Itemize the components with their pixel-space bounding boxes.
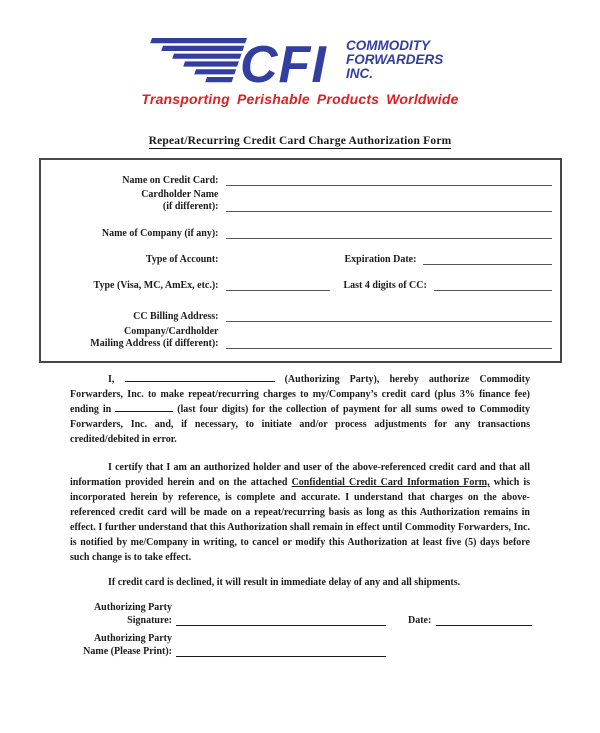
row-cc-billing <box>41 309 552 323</box>
mailing-address-label <box>41 326 219 350</box>
p1-text-1: (Authorizing Party), hereby authorize Commodity Forwarders, Inc. to make repeat/recurring charges to my/Company’s credit card (plus 3% finance fee) ending in <box>70 374 531 415</box>
last4-label: Last 4 digits of CC: <box>343 280 427 291</box>
company-name-field[interactable] <box>226 226 552 239</box>
document-page <box>0 33 600 733</box>
signature-label-line2: Signature: <box>127 614 172 626</box>
mailing-address-label-line2: Mailing Address (if different): <box>90 338 219 349</box>
last-four-digits-field[interactable] <box>115 402 173 412</box>
logo-company-line1: COMMODITY <box>346 38 430 53</box>
logo-company-line2: FORWARDERS <box>346 52 444 67</box>
row-company-name <box>41 226 552 240</box>
cardholder-name-label <box>41 189 219 213</box>
p1-text-2: (last four digits) for the collection of payment for all sums owed to Commodity Forwarders, Inc. and, if necessary, to initiate and/or process adjustments for any transactions credited/debited in error. <box>70 404 531 445</box>
name-on-card-field[interactable] <box>226 173 552 186</box>
mailing-address-field[interactable] <box>226 336 552 349</box>
card-type-field[interactable] <box>226 278 330 291</box>
authorizing-party-name-field[interactable] <box>125 372 275 382</box>
name-on-card-label: Name on Credit Card: <box>122 175 219 186</box>
row-cardtype-last4 <box>41 278 552 292</box>
signature-row <box>70 602 530 627</box>
date-label: Date: <box>408 614 432 626</box>
cc-billing-field[interactable] <box>226 309 552 322</box>
signature-label <box>70 602 172 627</box>
logo-wing-stripes-icon <box>150 38 247 82</box>
expiration-date-field[interactable] <box>423 252 551 265</box>
p1-lead: I, <box>108 374 115 385</box>
printed-name-label-line1: Authorizing Party <box>93 633 172 644</box>
date-field[interactable] <box>436 613 532 626</box>
p2-text-2: which is incorporated herein by reference, is complete and accurate. I understand that charges on the above-referenced credit card will be made on a repeat/recurring basis as long as this Authorization remains in effect. I further understand that this Authorization shall remain in effect until Commodity Forwarders, Inc. is notified by me/Company in writing, to cancel or modify this Authorization at least five (5) days before such change is to take effect. <box>70 477 531 563</box>
cfi-logo-graphic <box>150 33 450 89</box>
p2-referenced-form-name: Confidential Credit Card Information Form, <box>291 477 490 488</box>
logo-tagline: Transporting Perishable Products Worldwide <box>141 91 459 107</box>
logo-cfi-letters: CFI <box>240 36 327 89</box>
cardholder-name-label-line1: Cardholder Name <box>141 189 219 200</box>
card-info-box <box>39 158 562 363</box>
logo-company-line3: INC. <box>346 66 373 81</box>
expiration-date-label: Expiration Date: <box>344 254 417 265</box>
paragraph-certification <box>70 460 530 565</box>
cc-billing-label: CC Billing Address: <box>133 311 219 322</box>
row-name-on-card <box>41 173 552 187</box>
printed-name-field[interactable] <box>176 644 386 657</box>
signature-field[interactable] <box>176 613 386 626</box>
printed-name-label <box>70 633 172 658</box>
cardholder-name-label-line2: (if different): <box>162 201 219 212</box>
row-cardholder-name <box>41 189 552 213</box>
paragraph-declined-notice: If credit card is declined, it will result in immediate delay of any and all shipments. <box>108 577 461 588</box>
last4-field[interactable] <box>434 278 552 291</box>
authorization-text <box>70 372 530 658</box>
form-title: Repeat/Recurring Credit Card Charge Authorization Form <box>148 135 452 147</box>
cardholder-name-field[interactable] <box>226 199 552 212</box>
row-account-expiration <box>41 252 552 266</box>
row-mailing-address <box>41 326 552 350</box>
p2-text-1: I certify that I am an authorized holder and user of the above-referenced credit card and that all information provided herein and on the attached <box>70 462 530 488</box>
mailing-address-label-line1: Company/Cardholder <box>124 326 219 337</box>
paragraph-authorization <box>70 372 530 447</box>
signature-label-line1: Authorizing Party <box>93 602 172 613</box>
printed-name-label-line2: Name (Please Print): <box>83 645 172 657</box>
cfi-logo <box>150 33 450 89</box>
printed-name-row <box>70 633 530 658</box>
card-type-label: Type (Visa, MC, AmEx, etc.): <box>93 280 219 291</box>
form-title-row <box>0 131 600 149</box>
company-name-label: Name of Company (if any): <box>101 228 219 239</box>
type-of-account-label: Type of Account: <box>145 254 219 265</box>
